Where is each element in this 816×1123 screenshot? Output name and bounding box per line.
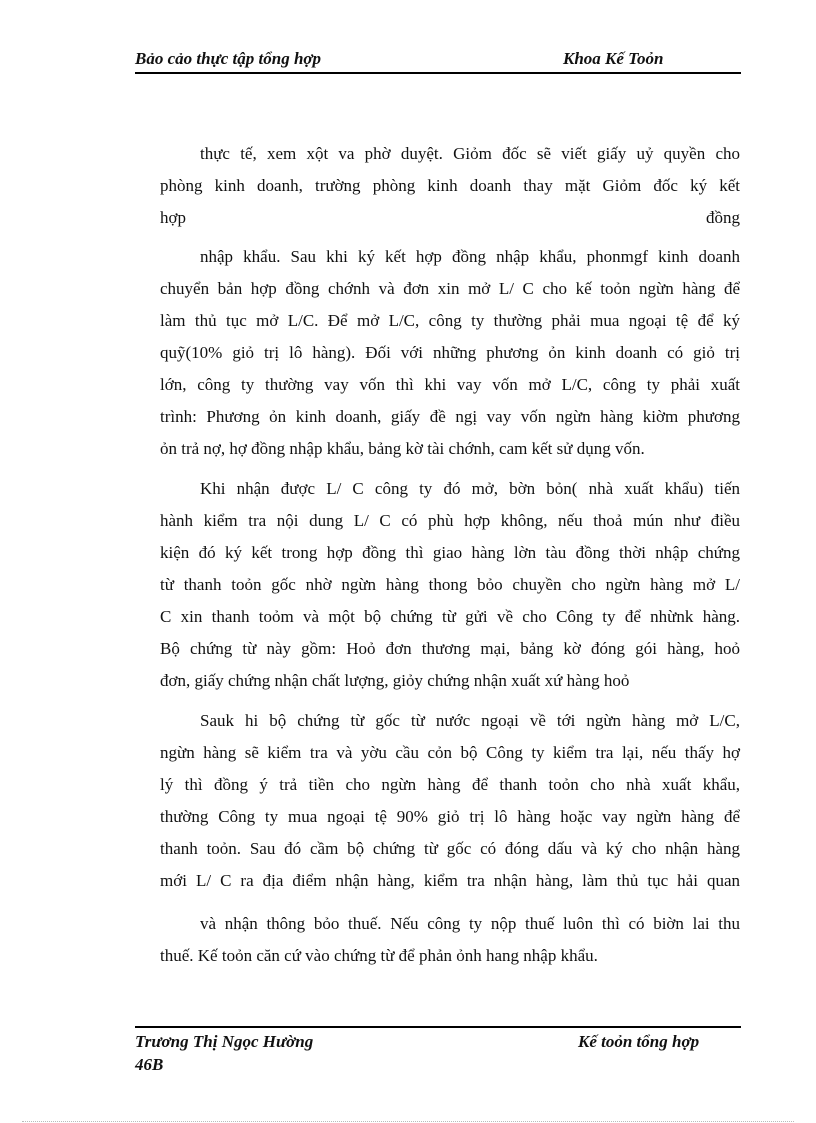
text-line: thanh toỏn. Sau đó cầm bộ chứng từ gốc có đóng dấu và ký cho nhận hàng	[160, 839, 740, 858]
text-line: kiện đó ký kết trong hợp đồng thì giao hàng lờn tàu đồng thời nhập chứng	[160, 543, 740, 562]
class-code: 46B	[135, 1055, 164, 1074]
page-bottom-dotted-line	[22, 1121, 794, 1122]
text-line: quỹ(10% giỏ trị lô hàng). Đối với những phương ỏn kinh doanh có giỏ trị	[160, 343, 740, 362]
text-line: trình: Phương ỏn kinh doanh, giấy đề ngị vay vốn ngừn hàng kiờm phương	[160, 407, 740, 426]
page-header	[135, 48, 741, 74]
footer-rule	[135, 1026, 741, 1028]
text-line: và nhận thông bỏo thuế. Nếu công ty nộp thuế luôn thì có biờn lai thu	[200, 914, 740, 933]
text-line: ỏn trả nợ, hợ đồng nhập khẩu, bảng kờ tài chớnh, cam kết sử dụng vốn.	[160, 439, 645, 458]
text-line: chuyển bản hợp đồng chớnh và đơn xin mở L/ C cho kế toỏn ngừn hàng để	[160, 279, 740, 298]
text-line: làm thủ tục mở L/C. Để mở L/C, công ty thường phải mua ngoại tệ để ký	[160, 311, 740, 330]
text-line: mới L/ C ra địa điểm nhận hàng, kiểm tra nhận hàng, làm thủ tục hải quan	[160, 871, 740, 890]
report-title: Bảo cảo thực tập tổng hợp	[135, 49, 322, 68]
text-line: Bộ chứng từ này gồm: Hoỏ đơn thương mại, bảng kờ đóng gói hàng, hoỏ	[160, 639, 740, 658]
text-line: nhập khẩu. Sau khi ký kết hợp đồng nhập khẩu, phonmgf kinh doanh	[200, 247, 740, 266]
text-line: Khi nhận được L/ C công ty đó mở, bờn bỏn( nhà xuất khẩu) tiến	[200, 479, 740, 498]
text-line: đơn, giấy chứng nhận chất lượng, giỏy chứng nhận xuất xứ hàng hoỏ	[160, 671, 630, 690]
text-line: hành kiểm tra nội dung L/ C có phù hợp không, nếu thoả mún như điều	[160, 511, 740, 530]
text-line: phòng kinh doanh, trường phòng kinh doanh thay mặt Giỏm đốc ký kết	[160, 176, 740, 195]
text-line: ngừn hàng sẽ kiểm tra và yờu cầu cỏn bộ Công ty kiểm tra lại, nếu thấy hợ	[160, 743, 740, 762]
text-line: từ thanh toỏn gốc nhờ ngừn hàng thong bỏo chuyền cho ngừn hàng mở L/	[160, 575, 740, 594]
text-line: C xin thanh toỏm và một bộ chứng từ gửi về cho Công ty để nhừnk hàng.	[160, 607, 740, 626]
text-line: Sauk hi bộ chứng từ gốc từ nước ngoại về tới ngừn hàng mở L/C,	[200, 711, 740, 730]
text-line: thuế. Kế toỏn căn cứ vào chứng từ để phản ỏnh hang nhập khẩu.	[160, 946, 598, 965]
text-line: lý thì đồng ý trả tiền cho ngừn hàng để thanh toỏn cho nhà xuất khẩu,	[160, 775, 740, 794]
text-line: thực tế, xem xột va phờ duyệt. Giỏm đốc sẽ viết giấy uỷ quyền cho	[200, 144, 740, 163]
author-name: Trương Thị Ngọc Hường	[135, 1032, 314, 1051]
text-line: hợp đồng	[160, 208, 740, 227]
department-name: Khoa Kế Toỏn	[563, 49, 664, 68]
footer-subject: Kế toỏn tổng hợp	[578, 1032, 700, 1051]
text-line: thường Công ty mua ngoại tệ 90% giỏ trị lô hàng hoặc vay ngừn hàng để	[160, 807, 740, 826]
text-line: lớn, công ty thường vay vốn thì khi vay vốn mở L/C, công ty phải xuất	[160, 375, 740, 394]
